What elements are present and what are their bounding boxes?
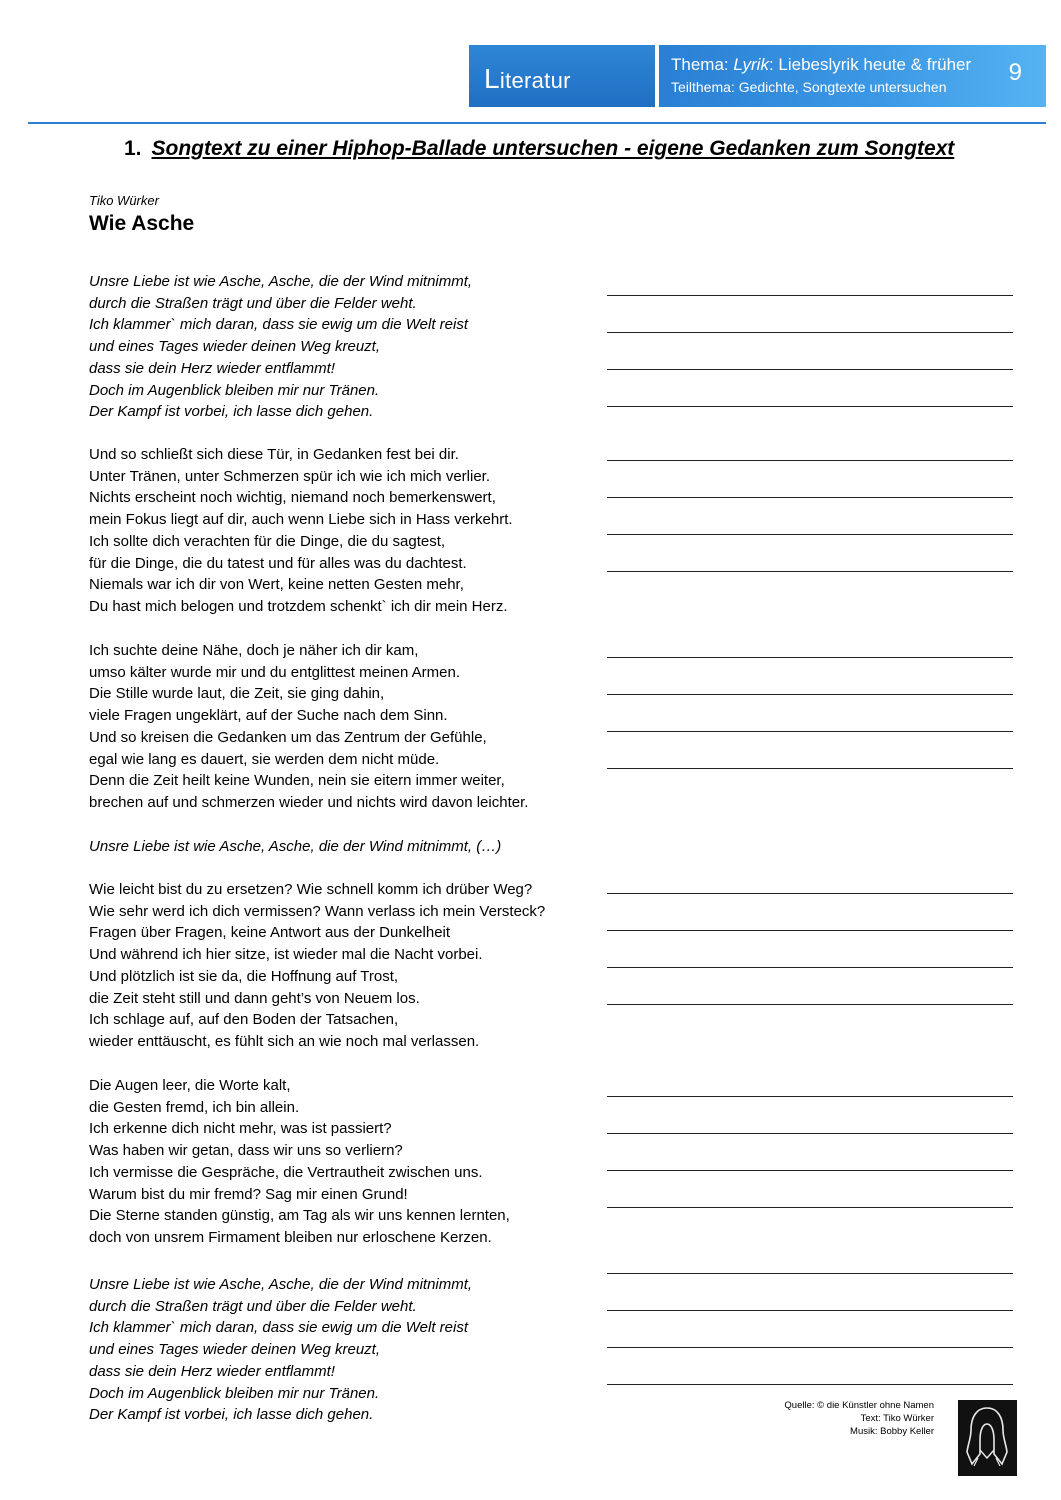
stanza-4 — [89, 879, 545, 1053]
verse-line: Und plötzlich ist sie da, die Hoffnung auf Trost, — [89, 967, 399, 985]
verse-line: Unsre Liebe ist wie Asche, Asche, die der Wind mitnimmt, (…) — [89, 838, 502, 855]
verse-line: Unsre Liebe ist wie Asche, Asche, die der Wind mitnimmt, — [89, 1276, 473, 1293]
verse-line: Ich erkenne dich nicht mehr, was ist passiert? — [89, 1120, 392, 1138]
refrain-short — [89, 836, 501, 858]
verse-line: Und während ich hier sitze, ist wieder mal die Nacht vorbei. — [89, 946, 483, 964]
writing-line[interactable] — [607, 571, 1013, 572]
verse-line: dass sie dein Herz wieder entflammt! — [89, 1362, 335, 1380]
hooded-figure-logo-icon — [958, 1400, 1017, 1476]
verse-line: Und so schließt sich diese Tür, in Gedanken fest bei dir. — [89, 446, 459, 463]
stanza-1 — [89, 271, 472, 423]
verse-line: Ich suchte deine Nähe, doch je näher ich dir kam, — [89, 642, 419, 659]
verse-line: Nichts erscheint noch wichtig, niemand noch bemerkenswert, — [89, 489, 496, 507]
verse-line: die Zeit steht still und dann geht’s von Neuem los. — [89, 989, 420, 1007]
writing-line[interactable] — [607, 1004, 1013, 1005]
verse-line: für die Dinge, die du tatest und für alles was du dachtest. — [89, 554, 467, 572]
verse-line: brechen auf und schmerzen wieder und nichts wird davon leichter. — [89, 793, 529, 811]
writing-line[interactable] — [607, 332, 1013, 333]
poem-author: Tiko Würker — [89, 193, 159, 208]
verse-line: doch von unsrem Firmament bleiben nur erloschene Kerzen. — [89, 1228, 492, 1246]
writing-line[interactable] — [607, 1384, 1013, 1385]
writing-line[interactable] — [607, 694, 1013, 695]
thema-line: Thema: Lyrik: Liebeslyrik heute & früher — [671, 55, 972, 74]
writing-line[interactable] — [607, 731, 1013, 732]
verse-line: Unter Tränen, unter Schmerzen spür ich wie ich mich verlier. — [89, 467, 490, 485]
task-title: Songtext zu einer Hiphop-Ballade untersuchen - eigene Gedanken zum Songtext — [151, 137, 955, 160]
source-line: Quelle: © die Künstler ohne Namen — [784, 1400, 934, 1411]
verse-line: Ich klammer` mich daran, dass sie ewig um die Welt reist — [89, 1319, 469, 1337]
writing-line[interactable] — [607, 1310, 1013, 1311]
teilthema-line: Teilthema: Gedichte, Songtexte untersuchen — [671, 79, 947, 95]
verse-line: Fragen über Fragen, keine Antwort aus der Dunkelheit — [89, 924, 451, 942]
writing-line[interactable] — [607, 534, 1013, 535]
source-line: Musik: Bobby Keller — [850, 1426, 934, 1437]
subject-label: Literatur — [484, 63, 571, 94]
verse-line: Ich klammer` mich daran, dass sie ewig um die Welt reist — [89, 316, 469, 334]
source-credits — [784, 1399, 934, 1438]
writing-line[interactable] — [607, 460, 1013, 461]
verse-line: Und so kreisen die Gedanken um das Zentrum der Gefühle, — [89, 728, 487, 746]
task-number: 1. — [124, 137, 142, 160]
writing-line[interactable] — [607, 1170, 1013, 1171]
stanza-5 — [89, 1075, 510, 1249]
writing-line[interactable] — [607, 1207, 1013, 1208]
verse-line: durch die Straßen trägt und über die Felder weht. — [89, 1297, 417, 1315]
verse-line: Doch im Augenblick bleiben mir nur Tränen. — [89, 1384, 380, 1402]
verse-line: Du hast mich belogen und trotzdem schenkt` ich dir mein Herz. — [89, 597, 508, 615]
writing-line[interactable] — [607, 893, 1013, 894]
refrain-full — [89, 1274, 472, 1426]
verse-line: und eines Tages wieder deinen Weg kreuzt, — [89, 1341, 381, 1359]
writing-line[interactable] — [607, 1096, 1013, 1097]
subject-banner — [469, 45, 655, 107]
writing-line[interactable] — [607, 1347, 1013, 1348]
verse-line: wieder enttäuscht, es fühlt sich an wie noch mal verlassen. — [89, 1032, 480, 1050]
verse-line: Der Kampf ist vorbei, ich lasse dich gehen. — [89, 403, 374, 421]
verse-line: Die Stille wurde laut, die Zeit, sie ging dahin, — [89, 685, 385, 703]
verse-line: Ich schlage auf, auf den Boden der Tatsachen, — [89, 1011, 399, 1029]
stanza-2 — [89, 444, 513, 618]
writing-line[interactable] — [607, 930, 1013, 931]
writing-line[interactable] — [607, 1133, 1013, 1134]
topic-banner — [659, 45, 1046, 107]
verse-line: Was haben wir getan, dass wir uns so verliern? — [89, 1142, 403, 1160]
header-divider — [28, 122, 1046, 124]
page-number: 9 — [1008, 59, 1022, 86]
verse-line: Wie leicht bist du zu ersetzen? Wie schnell komm ich drüber Weg? — [89, 881, 533, 898]
writing-line[interactable] — [607, 768, 1013, 769]
verse-line: Die Augen leer, die Worte kalt, — [89, 1077, 291, 1094]
writing-line[interactable] — [607, 295, 1013, 296]
verse-line: dass sie dein Herz wieder entflammt! — [89, 359, 335, 377]
verse-line: Denn die Zeit heilt keine Wunden, nein sie eitern immer weiter, — [89, 772, 505, 790]
verse-line: Ich vermisse die Gespräche, die Vertrautheit zwischen uns. — [89, 1163, 483, 1181]
verse-line: Die Sterne standen günstig, am Tag als wir uns kennen lernten, — [89, 1207, 510, 1225]
verse-line: egal wie lang es dauert, sie werden dem nicht müde. — [89, 750, 440, 768]
task-heading — [124, 137, 954, 161]
writing-line[interactable] — [607, 406, 1013, 407]
verse-line: Der Kampf ist vorbei, ich lasse dich gehen. — [89, 1406, 374, 1424]
poem-title: Wie Asche — [89, 212, 195, 235]
verse-line: mein Fokus liegt auf dir, auch wenn Liebe sich in Hass verkehrt. — [89, 511, 513, 529]
writing-line[interactable] — [607, 967, 1013, 968]
source-line: Text: Tiko Würker — [860, 1413, 934, 1424]
verse-line: viele Fragen ungeklärt, auf der Suche nach dem Sinn. — [89, 707, 448, 725]
verse-line: Niemals war ich dir von Wert, keine netten Gesten mehr, — [89, 576, 464, 594]
writing-line[interactable] — [607, 497, 1013, 498]
verse-line: Wie sehr werd ich dich vermissen? Wann verlass ich mein Versteck? — [89, 902, 546, 920]
verse-line: durch die Straßen trägt und über die Felder weht. — [89, 294, 417, 312]
writing-line[interactable] — [607, 1273, 1013, 1274]
verse-line: Ich sollte dich verachten für die Dinge, die du sagtest, — [89, 532, 446, 550]
stanza-3 — [89, 640, 528, 814]
verse-line: Unsre Liebe ist wie Asche, Asche, die der Wind mitnimmt, — [89, 273, 473, 290]
verse-line: die Gesten fremd, ich bin allein. — [89, 1098, 300, 1116]
verse-line: Warum bist du mir fremd? Sag mir einen Grund! — [89, 1185, 408, 1203]
verse-line: und eines Tages wieder deinen Weg kreuzt, — [89, 338, 381, 356]
verse-line: Doch im Augenblick bleiben mir nur Tränen. — [89, 381, 380, 399]
verse-line: umso kälter wurde mir und du entglittest meinen Armen. — [89, 663, 461, 681]
writing-line[interactable] — [607, 657, 1013, 658]
writing-line[interactable] — [607, 369, 1013, 370]
